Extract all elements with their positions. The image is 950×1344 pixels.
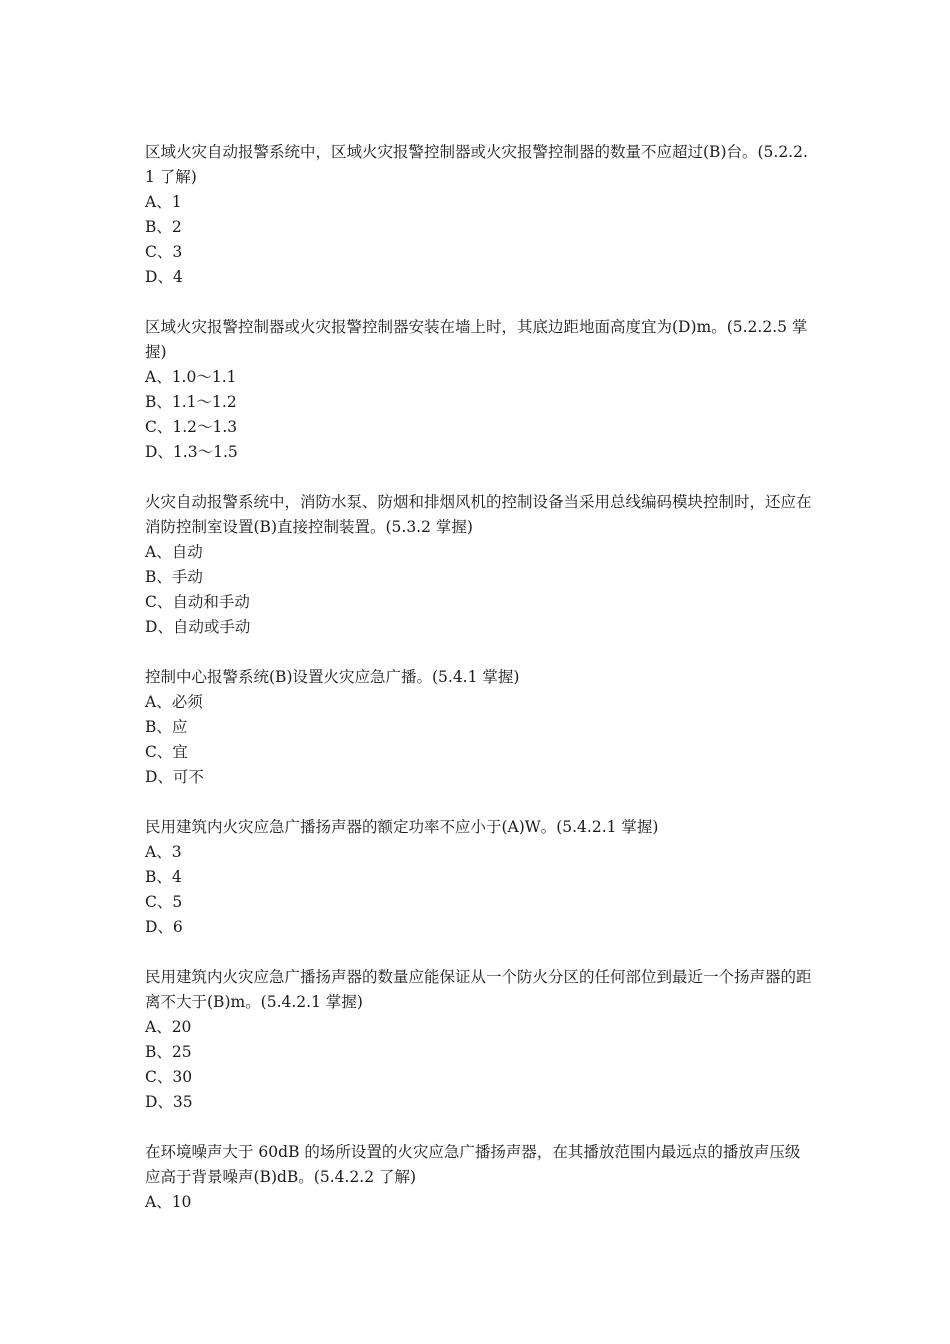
option-a: A、自动 [145, 543, 203, 561]
question-stem: 区域火灾报警控制器或火灾报警控制器安装在墙上时，其底边距地面高度宜为(D)m。(5.2.2.5 掌握) [145, 318, 808, 361]
document-body [145, 140, 815, 1240]
question-3 [145, 490, 815, 640]
question-5 [145, 815, 815, 940]
option-d: D、35 [145, 1093, 193, 1111]
option-d: D、1.3～1.5 [145, 443, 238, 461]
question-1 [145, 140, 815, 290]
option-c: C、1.2～1.3 [145, 418, 238, 436]
option-a: A、1 [145, 193, 182, 211]
option-b: B、4 [145, 868, 182, 886]
question-stem: 火灾自动报警系统中，消防水泵、防烟和排烟风机的控制设备当采用总线编码模块控制时，还应在消防控制室设置(B)直接控制装置。(5.3.2 掌握) [145, 493, 812, 536]
question-2 [145, 315, 815, 465]
option-c: C、宜 [145, 743, 188, 761]
option-a: A、1.0～1.1 [145, 368, 237, 386]
question-4 [145, 665, 815, 790]
question-stem: 区域火灾自动报警系统中，区域火灾报警控制器或火灾报警控制器的数量不应超过(B)台。(5.2.2.1 了解) [145, 143, 808, 186]
option-a: A、必须 [145, 693, 203, 711]
option-c: C、自动和手动 [145, 593, 250, 611]
option-d: D、自动或手动 [145, 618, 251, 636]
option-d: D、6 [145, 918, 183, 936]
question-stem: 民用建筑内火灾应急广播扬声器的额定功率不应小于(A)W。(5.4.2.1 掌握) [145, 818, 659, 836]
option-a: A、3 [145, 843, 182, 861]
question-7 [145, 1140, 815, 1215]
option-d: D、可不 [145, 768, 204, 786]
question-stem: 在环境噪声大于 60dB 的场所设置的火灾应急广播扬声器，在其播放范围内最远点的播放声压级应高于背景噪声(B)dB。(5.4.2.2 了解) [145, 1143, 801, 1186]
option-c: C、30 [145, 1068, 193, 1086]
question-6 [145, 965, 815, 1115]
option-d: D、4 [145, 268, 183, 286]
option-b: B、1.1～1.2 [145, 393, 237, 411]
option-c: C、5 [145, 893, 183, 911]
option-a: A、20 [145, 1018, 192, 1036]
option-b: B、手动 [145, 568, 203, 586]
question-stem: 控制中心报警系统(B)设置火灾应急广播。(5.4.1 掌握) [145, 668, 520, 686]
option-b: B、2 [145, 218, 182, 236]
option-b: B、25 [145, 1043, 192, 1061]
question-stem: 民用建筑内火灾应急广播扬声器的数量应能保证从一个防火分区的任何部位到最近一个扬声器的距离不大于(B)m。(5.4.2.1 掌握) [145, 968, 812, 1011]
option-c: C、3 [145, 243, 183, 261]
option-a: A、10 [145, 1193, 192, 1211]
option-b: B、应 [145, 718, 188, 736]
